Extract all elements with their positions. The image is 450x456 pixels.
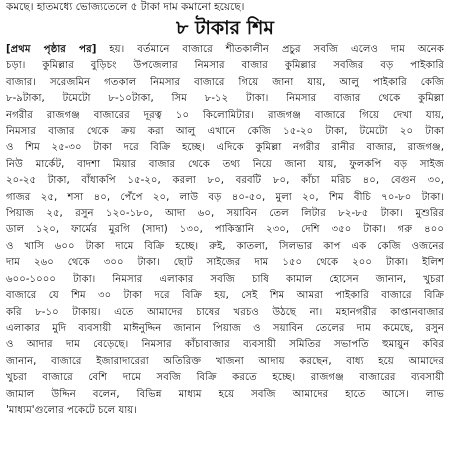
body-line: ও শিম ২৫-৩০ টাকা দরে বিক্রি হচ্ছে। এদিকে কুমিল্লা নগরীর রানীর বাজার, রাজগঞ্জ, — [6, 142, 444, 154]
body-line: বাজারে যে শিম ৩০ টাকা দরে বিক্রি হয়, সেই শিম আমরা পাইকারি বাজারে বিক্রি — [6, 290, 444, 302]
body-line: জামাল উদ্দিন বলেন, বিভিন্ন মাধ্যম হয়ে সবজি আমাদের হাতে আসে। লাভ — [6, 388, 444, 400]
body-line: ২০-২৫ টাকা, বাঁধাকপি ১৫-২০, করলা ৮০, বরবটি ৮০, কাঁচা মরিচ ৪০, বেগুন ৩০, — [6, 175, 444, 187]
continuation-prefix: [প্রথম পৃষ্ঠার পর] — [6, 44, 97, 55]
body-line: 'মাধ্যম'গুলোর পকেটে চলে যায়। — [6, 404, 137, 416]
body-line: ও খাসি ৬০০ টাকা দামে বিক্রি হচ্ছে। রুই, কাতলা, সিলভার কাপ এক কেজি ওজনের — [6, 240, 444, 252]
body-line: এলাকার মুদি ব্যবসায়ী মাঈনুদ্দিন জানান পিয়াজ ও সয়াবিন তেলের দাম কমেছে, রসুন — [6, 322, 444, 334]
body-line: খুচরা বাজারে বেশি দামে সবজি বিক্রি করতে হচ্ছে। রাজগঞ্জ বাজারের ব্যবসায়ী — [6, 372, 444, 384]
body-line: নিউ মার্কেট, বাদশা মিয়ার বাজার থেকে তথ্য নিয়ে জানা যায়, ফুলকপি বড় সাইজ — [6, 158, 444, 170]
body-line: ডাল ১২০, ফার্মের মুরগি (সাদা) ১৩০, পাকিস্তানি ২৩০, দেশি ৩৫০ টাকা। গরু ৪০০ — [6, 224, 444, 236]
body-line: নিমসার বাজার থেকে ক্রয় করা আলু এখানে কেজি ১৫-২০ টাকা, টমেটো ২০ টাকা — [6, 126, 444, 138]
body-line: [প্রথম পৃষ্ঠার পর] হয়। বর্তমানে বাজারে শীতকালীন প্রচুর সবজি এলেও দাম অনেক — [6, 44, 444, 55]
article-headline: ৮ টাকার শিম — [176, 17, 274, 39]
body-line: দাম ২৬০ থেকে ৩০০ টাকা। ছোট সাইজের দাম ১৫০ থেকে ২০০ টাকা। ইলিশ — [6, 257, 444, 269]
article-body — [6, 42, 444, 419]
body-line: বাজার। সরেজমিন গতকাল নিমসার বাজারে গিয়ে জানা যায়, আলু পাইকারি কেজি — [6, 76, 444, 88]
body-line: ৬০০-১০০০ টাকা। নিমসার এলাকার সবজি চাষি কামাল হোসেন জানান, খুচরা — [6, 273, 444, 285]
body-line: পিয়াজ ২৫, রসুন ১২০-১৮০, আদা ৬০, সয়াবিন তেল লিটার ৮২-৮৫ টাকা। মুশুরির — [6, 208, 444, 220]
body-line: করি ৮-১০ টাকায়। এতে আমাদের চাষের খরচও উঠছে না। মহানগরীর কাপ্তানবাজার — [6, 306, 444, 318]
body-line: ৮-৯টাকা, টমেটো ৮-১০টাকা, সিম ৮-১২ টাকা। নিমসার বাজার থেকে কুমিল্লা — [6, 93, 444, 105]
body-line: ও আদার দাম বেড়েছে। নিমসার কাঁচাবাজার ব্যবসায়ী সমিতির সভাপতি হুমায়ুন কবির — [6, 339, 444, 351]
body-line: জানান, বাজারে ইজারাদারেরা অতিরিক্ত খাজনা আদায় করছেন, বাধ্য হয়ে আমাদের — [6, 355, 444, 367]
body-line: নগরীর রাজগঞ্জ বাজারের দূরত্ব ১০ কিলোমিটার। রাজগঞ্জ বাজারে গিয়ে দেখা যায়, — [6, 109, 444, 121]
body-line: গাজর ২৫, শসা ৪০, পেঁপে ২০, লাউ বড় ৪০-৫০, মুলা ২০, শিম বীচি ৭০-৮০ টাকা। — [6, 191, 444, 203]
previous-article-tail: কমছে। হাতমধ্যে ভোজ্যতেলে ৫ টাকা দাম কমানো হয়েছে। — [6, 1, 245, 13]
body-line: চড়া। কুমিল্লার বুড়িচং উপজেলার নিমসার বাজার কুমিল্লার সবজির বড় পাইকারি — [6, 60, 444, 72]
